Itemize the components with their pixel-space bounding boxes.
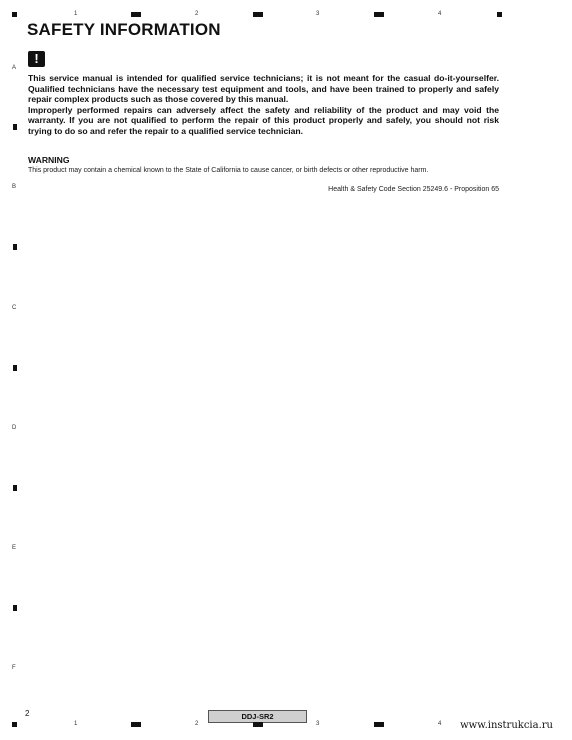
notice-paragraph-2: Improperly performed repairs can adversely affect the safety and reliability of the product and may void the warranty. If you are not qualified to perform the repair of this product properly and safely, you should not risk trying to do so and refer the repair to a qualified service technician. bbox=[28, 104, 499, 136]
page-title: SAFETY INFORMATION bbox=[27, 20, 221, 39]
row-letter: D bbox=[12, 425, 17, 431]
column-number: 1 bbox=[74, 11, 78, 17]
registration-mark bbox=[131, 722, 141, 727]
row-tick bbox=[13, 365, 17, 371]
registration-mark bbox=[374, 12, 384, 17]
row-letter: C bbox=[12, 305, 17, 311]
corner-mark-bottom-left bbox=[12, 722, 17, 727]
column-number: 1 bbox=[74, 721, 78, 727]
column-number: 3 bbox=[316, 11, 320, 17]
row-tick bbox=[13, 244, 17, 250]
registration-mark bbox=[253, 722, 263, 727]
row-tick bbox=[13, 485, 17, 491]
corner-mark-top-right bbox=[497, 12, 502, 17]
registration-mark bbox=[131, 12, 141, 17]
row-letter: F bbox=[12, 665, 16, 671]
row-tick bbox=[13, 124, 17, 130]
registration-mark bbox=[374, 722, 384, 727]
warning-text: This product may contain a chemical known to the State of California to cause cancer, or birth defects or other reproductive harm. bbox=[28, 167, 429, 174]
row-letter: E bbox=[12, 545, 17, 551]
warning-heading: WARNING bbox=[28, 155, 70, 165]
column-number: 3 bbox=[316, 721, 320, 727]
warning-source: Health & Safety Code Section 25249.6 - Proposition 65 bbox=[328, 186, 499, 193]
column-number: 2 bbox=[195, 11, 199, 17]
safety-notice bbox=[28, 73, 499, 137]
column-number: 2 bbox=[195, 721, 199, 727]
column-number: 4 bbox=[438, 721, 442, 727]
notice-paragraph-1: This service manual is intended for qualified service technicians; it is not meant for the casual do-it-yourselfer. Qualified technicians have the necessary test equipment and tools, and have been trained to properly and safely repair complex products such as those covered by this manual. bbox=[28, 73, 499, 105]
watermark: www.instrukcia.ru bbox=[460, 720, 553, 731]
exclamation-warning-icon: ! bbox=[28, 51, 45, 67]
registration-mark bbox=[253, 12, 263, 17]
page-number: 2 bbox=[25, 709, 30, 718]
model-label: DDJ-SR2 bbox=[208, 710, 307, 723]
row-letter: A bbox=[12, 65, 17, 71]
row-letter: B bbox=[12, 184, 17, 190]
corner-mark-top-left bbox=[12, 12, 17, 17]
column-number: 4 bbox=[438, 11, 442, 17]
row-tick bbox=[13, 605, 17, 611]
